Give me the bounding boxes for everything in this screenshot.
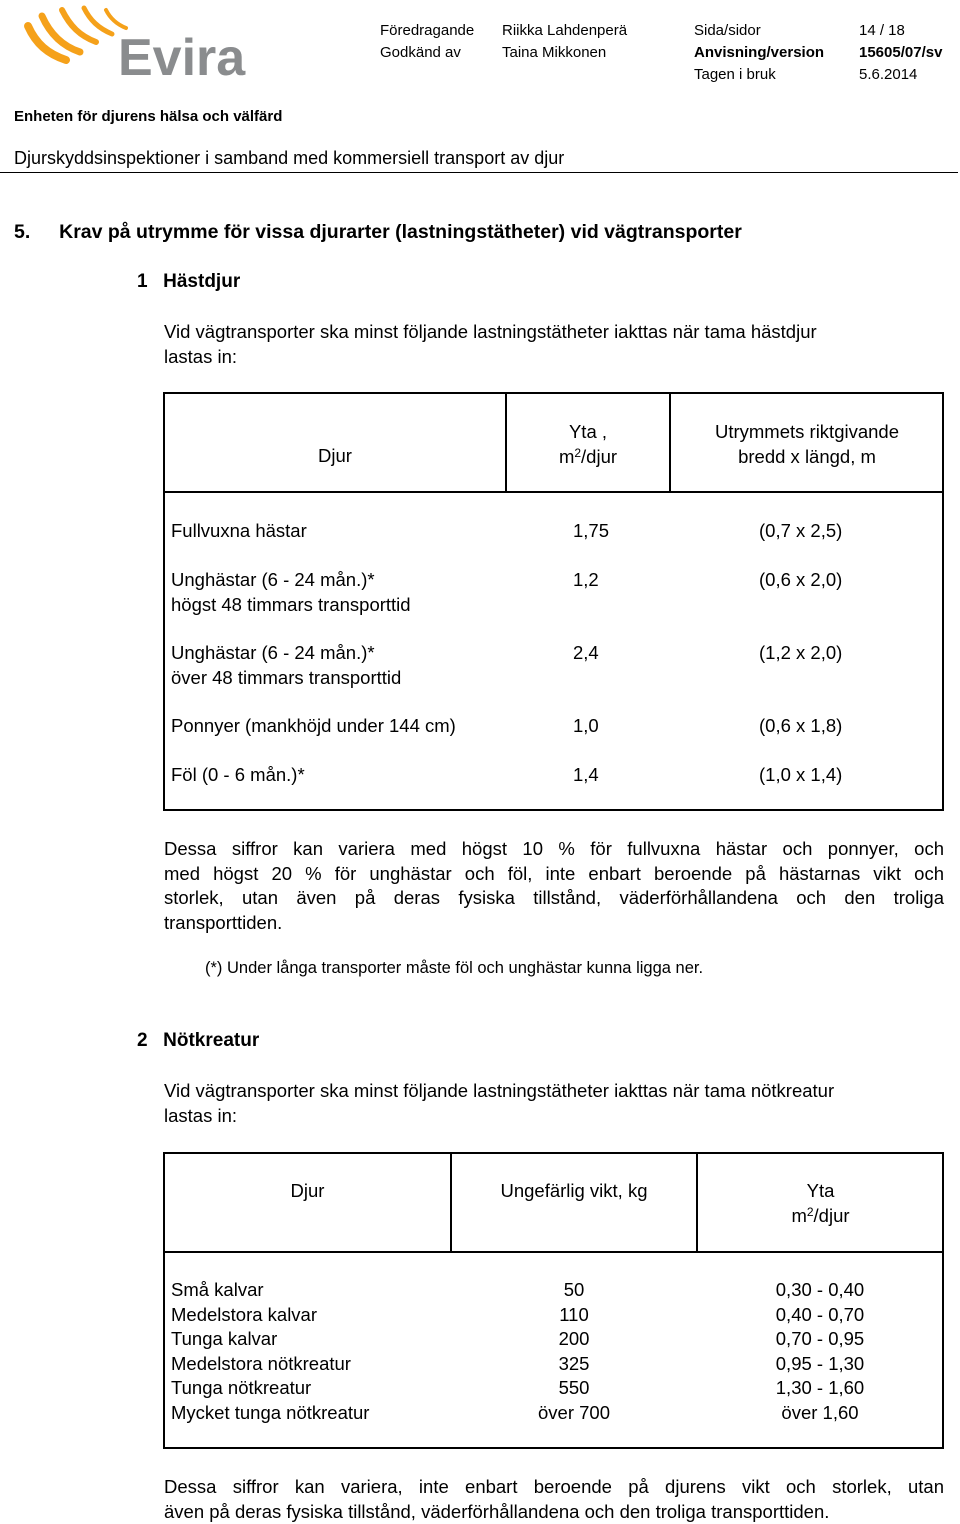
table-row-animal: Föl (0 - 6 mån.)* [171,764,305,785]
subsection-horses-heading [137,271,240,293]
table-row-area: 0,70 - 0,95 [775,1328,865,1349]
horses-footnote: (*) Under långa transporter måste föl och unghästar kunna ligga ner. [205,959,704,977]
header-line: Yta , [568,421,608,442]
table-row-animal: Medelstora kalvar [171,1303,318,1325]
paragraph-line: med högst 20 % för unghästar och föl, inte enbart beroende på hästarnas vikt och [164,862,944,884]
header-line: Utrymmets riktgivande [714,421,899,442]
table-row-animal: Unghästar (6 - 24 mån.)* över 48 timmars transporttid [171,642,402,688]
table-row-weight: 50 [563,1279,585,1300]
header-unit: $m^2$/djur [791,1204,850,1226]
table-row-animal: Tunga kalvar [171,1328,278,1349]
horses-col-size-header [671,420,943,469]
meta-value-version: 15605/07/sv [859,44,943,61]
table-row-area: över 1,60 [781,1401,859,1423]
meta-label-approved: Godkänd av [380,44,461,61]
table-row-size: (0,7 x 2,5) [759,520,843,541]
table-header-divider [163,1251,944,1253]
table-row-area: 1,75 [573,520,610,541]
header-line: bredd x längd, m [738,445,876,467]
horses-intro-line: Vid vägtransporter ska minst följande lastningstätheter iakttas när tama hästdjur [164,321,817,342]
meta-value-in-use: 5.6.2014 [859,66,918,83]
cattle-variation-paragraph [164,1475,944,1524]
table-row-area: 0,95 - 1,30 [775,1352,865,1374]
meta-value-approved: Taina Mikkonen [502,44,607,61]
table-row-area: 1,0 [573,715,599,736]
subsection-number: 2 [137,1030,148,1051]
header-unit: $m^2$/djur [558,445,618,467]
subsection-title: Nötkreatur [163,1030,260,1051]
paragraph-line: transporttiden. [164,911,283,933]
subsection-cattle-heading [137,1030,259,1052]
table-row-animal: Medelstora nötkreatur [171,1352,351,1374]
cattle-intro-line: lastas in: [164,1104,238,1126]
horses-intro-line: lastas in: [164,345,238,367]
table-row-weight: 200 [558,1328,590,1349]
section-number: 5. [14,221,31,243]
table-row-size: (0,6 x 1,8) [759,715,843,736]
horses-intro [164,320,944,369]
cattle-intro [164,1079,944,1128]
paragraph-line: Dessa siffror kan variera med högst 10 % för fullvuxna hästar och ponnyer, och [164,838,944,859]
table-row-weight: 325 [558,1352,590,1374]
table-row-animal: Tunga nötkreatur [171,1377,312,1398]
table-row-animal: Fullvuxna hästar [171,520,307,541]
cattle-animal-column [171,1278,369,1425]
table-row-size: (1,0 x 1,4) [759,764,843,785]
table-row-area: 2,4 [573,642,599,663]
table-row-weight: över 700 [538,1401,610,1423]
horses-variation-paragraph [164,837,944,935]
subsection-number: 1 [137,271,148,292]
svg-text:Evira: Evira [118,29,246,82]
table-row-animal: Mycket tunga nötkreatur [171,1401,370,1423]
table-row-area: 0,30 - 0,40 [775,1279,865,1300]
table-row-weight: 550 [558,1377,590,1398]
header-line: Yta [806,1180,835,1201]
table-row-animal: Små kalvar [171,1279,264,1300]
document-title: Djurskyddsinspektioner i samband med kommersiell transport av djur [14,148,565,168]
meta-value-presenter: Riikka Lahdenperä [502,22,628,39]
subsection-title: Hästdjur [163,271,241,292]
header-divider [0,172,958,173]
unit-name: Enheten för djurens hälsa och välfärd [14,108,283,125]
meta-label-version: Anvisning/version [694,44,825,61]
cattle-weight-column [514,1278,634,1425]
table-row-weight: 110 [559,1303,589,1325]
paragraph-line: Dessa siffror kan variera, inte enbart beroende på djurens vikt och storlek, utan [164,1476,944,1497]
table-row-area: 0,40 - 0,70 [775,1303,865,1325]
cattle-col-animal-header: Djur [290,1180,325,1201]
cattle-area-column [750,1278,890,1425]
table-row-size: (1,2 x 2,0) [759,642,843,663]
table-row-area: 1,2 [573,569,599,590]
table-row-size: (0,6 x 2,0) [759,569,843,590]
table-row-animal: Ponnyer (mankhöjd under 144 cm) [171,715,456,736]
section-title: Krav på utrymme för vissa djurarter (lastningstätheter) vid vägtransporter [59,221,742,243]
table-row-area: 1,4 [573,764,599,785]
table-header-divider [163,491,944,493]
horses-col-area-header [507,420,669,469]
meta-value-pages: 14 / 18 [859,22,905,39]
meta-label-presenter: Föredragande [380,22,475,39]
meta-label-pages: Sida/sidor [694,22,761,39]
horses-col-animal-header: Djur [318,445,352,466]
evira-logo [22,4,272,82]
cattle-intro-line: Vid vägtransporter ska minst följande lastningstätheter iakttas när tama nötkreatur [164,1080,835,1101]
section-heading [14,221,742,244]
meta-label-in-use: Tagen i bruk [694,66,776,83]
paragraph-line: även på deras fysiska tillstånd, väderförhållandena och den troliga transporttiden. [164,1500,830,1522]
paragraph-line: storlek, utan även på deras fysiska tillstånd, väderförhållandena och den troliga [164,887,944,908]
table-row-area: 1,30 - 1,60 [775,1377,865,1398]
cattle-col-area-header [698,1179,943,1228]
table-row-animal: Unghästar (6 - 24 mån.)* högst 48 timmars transporttid [171,569,411,615]
cattle-col-weight-header: Ungefärlig vikt, kg [500,1180,648,1201]
